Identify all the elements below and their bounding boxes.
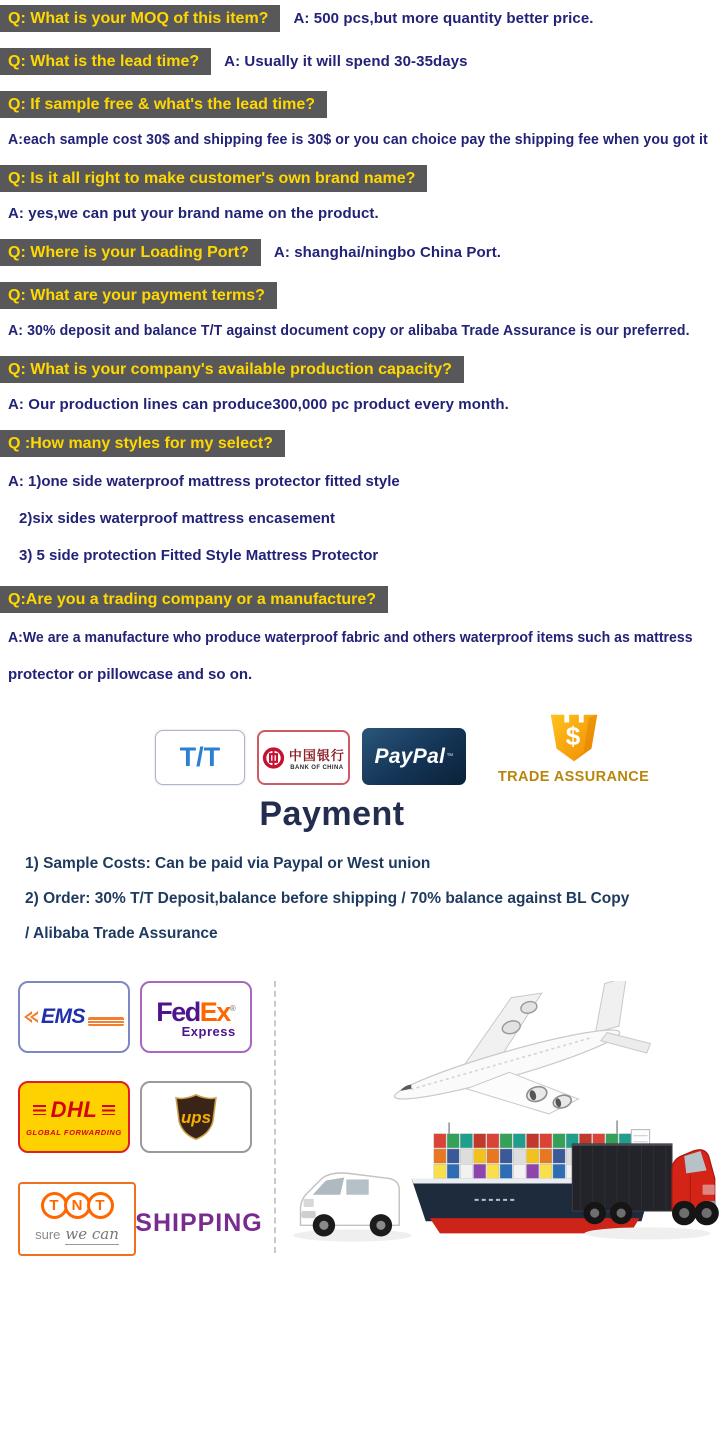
dhl-global-forwarding-label: GLOBAL FORWARDING — [26, 1128, 122, 1138]
question-bar: Q: If sample free & what's the lead time? — [0, 91, 327, 118]
bank-of-china-emblem-icon — [262, 746, 285, 770]
trade-assurance-dollar-icon: $ — [565, 720, 580, 751]
fedex-wordmark — [156, 996, 235, 1025]
answer-line: 3) 5 side protection Fitted Style Mattress Protector — [19, 547, 379, 564]
qa-row-capacity — [0, 356, 720, 413]
question-bar: Q: What are your payment terms? — [0, 282, 277, 309]
payment-terms-list — [0, 846, 720, 951]
bank-of-china-logo — [257, 730, 350, 785]
ems-row — [24, 1005, 124, 1029]
ems-orange-bar — [88, 1017, 124, 1026]
question-bar: Q: Is it all right to make customer's own brand name? — [0, 165, 427, 192]
question-bar: Q: What is your company's available production capacity? — [0, 356, 464, 383]
ems-logo — [18, 981, 130, 1053]
dhl-label: DHL — [50, 1097, 98, 1123]
bank-of-china-text — [289, 745, 345, 771]
dashed-divider — [274, 981, 276, 1253]
answer-text: A: 500 pcs,but more quantity better price. — [293, 10, 594, 27]
payment-term-line: 2) Order: 30% T/T Deposit,balance before shipping / 70% balance against BL Copy — [25, 890, 630, 907]
tnt-logo — [18, 1182, 136, 1256]
payment-term-line: 1) Sample Costs: Can be paid via Paypal or West union — [25, 855, 431, 872]
tnt-slogan — [35, 1225, 119, 1245]
answer-list — [0, 619, 720, 693]
qa-row-lead-time — [0, 48, 720, 75]
answer-text: A: yes,we can put your brand name on the product. — [8, 205, 379, 222]
dhl-wordmark — [33, 1097, 116, 1123]
bank-of-china-cn-label: 中国银行 — [288, 747, 345, 763]
payment-title: Payment — [259, 795, 405, 833]
fedex-ex-label: Ex — [199, 996, 230, 1027]
question-bar: Q: Where is your Loading Port? — [0, 239, 261, 266]
paypal-label: PayPal — [374, 744, 446, 768]
carrier-logo-grid — [18, 981, 263, 1266]
tnt-slogan-sure: sure — [35, 1227, 61, 1243]
paypal-logo — [362, 728, 466, 785]
qa-row-manufacture — [0, 586, 720, 693]
cargo-plane-icon — [377, 981, 661, 1153]
payment-section — [0, 709, 720, 951]
paypal-tm-mark: ™ — [446, 753, 454, 760]
shipping-title: SHIPPING — [135, 1209, 263, 1238]
qa-row-styles — [0, 430, 720, 574]
qa-row-brand — [0, 165, 720, 222]
trade-assurance-label: TRADE ASSURANCE — [497, 769, 650, 785]
answer-text: A: 30% deposit and balance T/T against document copy or alibaba Trade Assurance is our preferred. — [8, 322, 690, 339]
answer-text: A:each sample cost 30$ and shipping fee is 30$ or you can choice pay the shipping fee when you got it — [8, 131, 708, 148]
ups-label: ups — [181, 1108, 211, 1128]
question-bar: Q:Are you a trading company or a manufacture? — [0, 586, 388, 613]
question-bar: Q: What is your MOQ of this item? — [0, 5, 280, 32]
answer-line: A: 1)one side waterproof mattress protector fitted style — [8, 473, 400, 490]
dhl-stripe-right — [102, 1105, 115, 1115]
trade-assurance-castle-icon — [543, 709, 605, 767]
qa-row-moq — [0, 5, 720, 32]
tnt-circle-t2: T — [87, 1192, 114, 1219]
answer-line: protector or pillowcase and so on. — [8, 666, 253, 683]
faq-section — [0, 0, 720, 693]
tnt-circles — [43, 1192, 112, 1219]
logistics-collage-svg — [280, 981, 720, 1266]
qa-row-payment-terms — [0, 282, 720, 339]
delivery-van-icon — [293, 1173, 411, 1242]
qa-row-port — [0, 239, 720, 266]
tt-payment-logo — [155, 730, 245, 785]
fedex-express-label: Express — [181, 1023, 236, 1039]
tnt-circle-n: N — [64, 1192, 91, 1219]
answer-list — [0, 463, 720, 574]
logistics-collage-image — [280, 981, 720, 1266]
shipping-section — [0, 981, 720, 1266]
ups-logo — [140, 1081, 252, 1153]
bank-of-china-en-label: BANK OF CHINA — [290, 764, 344, 771]
fedex-fed-label: Fed — [156, 996, 200, 1027]
dhl-logo — [18, 1081, 130, 1153]
dhl-stripe-left — [33, 1105, 46, 1115]
answer-line: 2)six sides waterproof mattress encasement — [19, 510, 335, 527]
ems-speed-chevrons-icon — [24, 1009, 39, 1025]
question-bar: Q :How many styles for my select? — [0, 430, 285, 457]
ems-label: EMS — [40, 1005, 85, 1028]
tnt-slogan-we-can: we can — [65, 1225, 119, 1244]
payment-term-line: / Alibaba Trade Assurance — [25, 925, 218, 942]
trade-assurance-logo — [498, 709, 649, 785]
question-bar: Q: What is the lead time? — [0, 48, 211, 75]
answer-text: A: shanghai/ningbo China Port. — [273, 244, 502, 261]
ups-shield-icon — [173, 1091, 219, 1143]
tnt-circle-t1: T — [41, 1192, 68, 1219]
qa-row-sample — [0, 91, 720, 148]
tt-label: T/T — [179, 742, 221, 772]
answer-text: A: Usually it will spend 30-35days — [224, 53, 468, 70]
answer-text: A: Our production lines can produce300,000 pc product every month. — [8, 396, 509, 413]
fedex-registered-mark: ® — [229, 1003, 236, 1013]
answer-line: A:We are a manufacture who produce waterproof fabric and others waterproof items such as mattress — [8, 629, 693, 646]
fedex-box — [156, 996, 235, 1039]
payment-methods-row — [42, 709, 720, 785]
fedex-logo — [140, 981, 252, 1053]
